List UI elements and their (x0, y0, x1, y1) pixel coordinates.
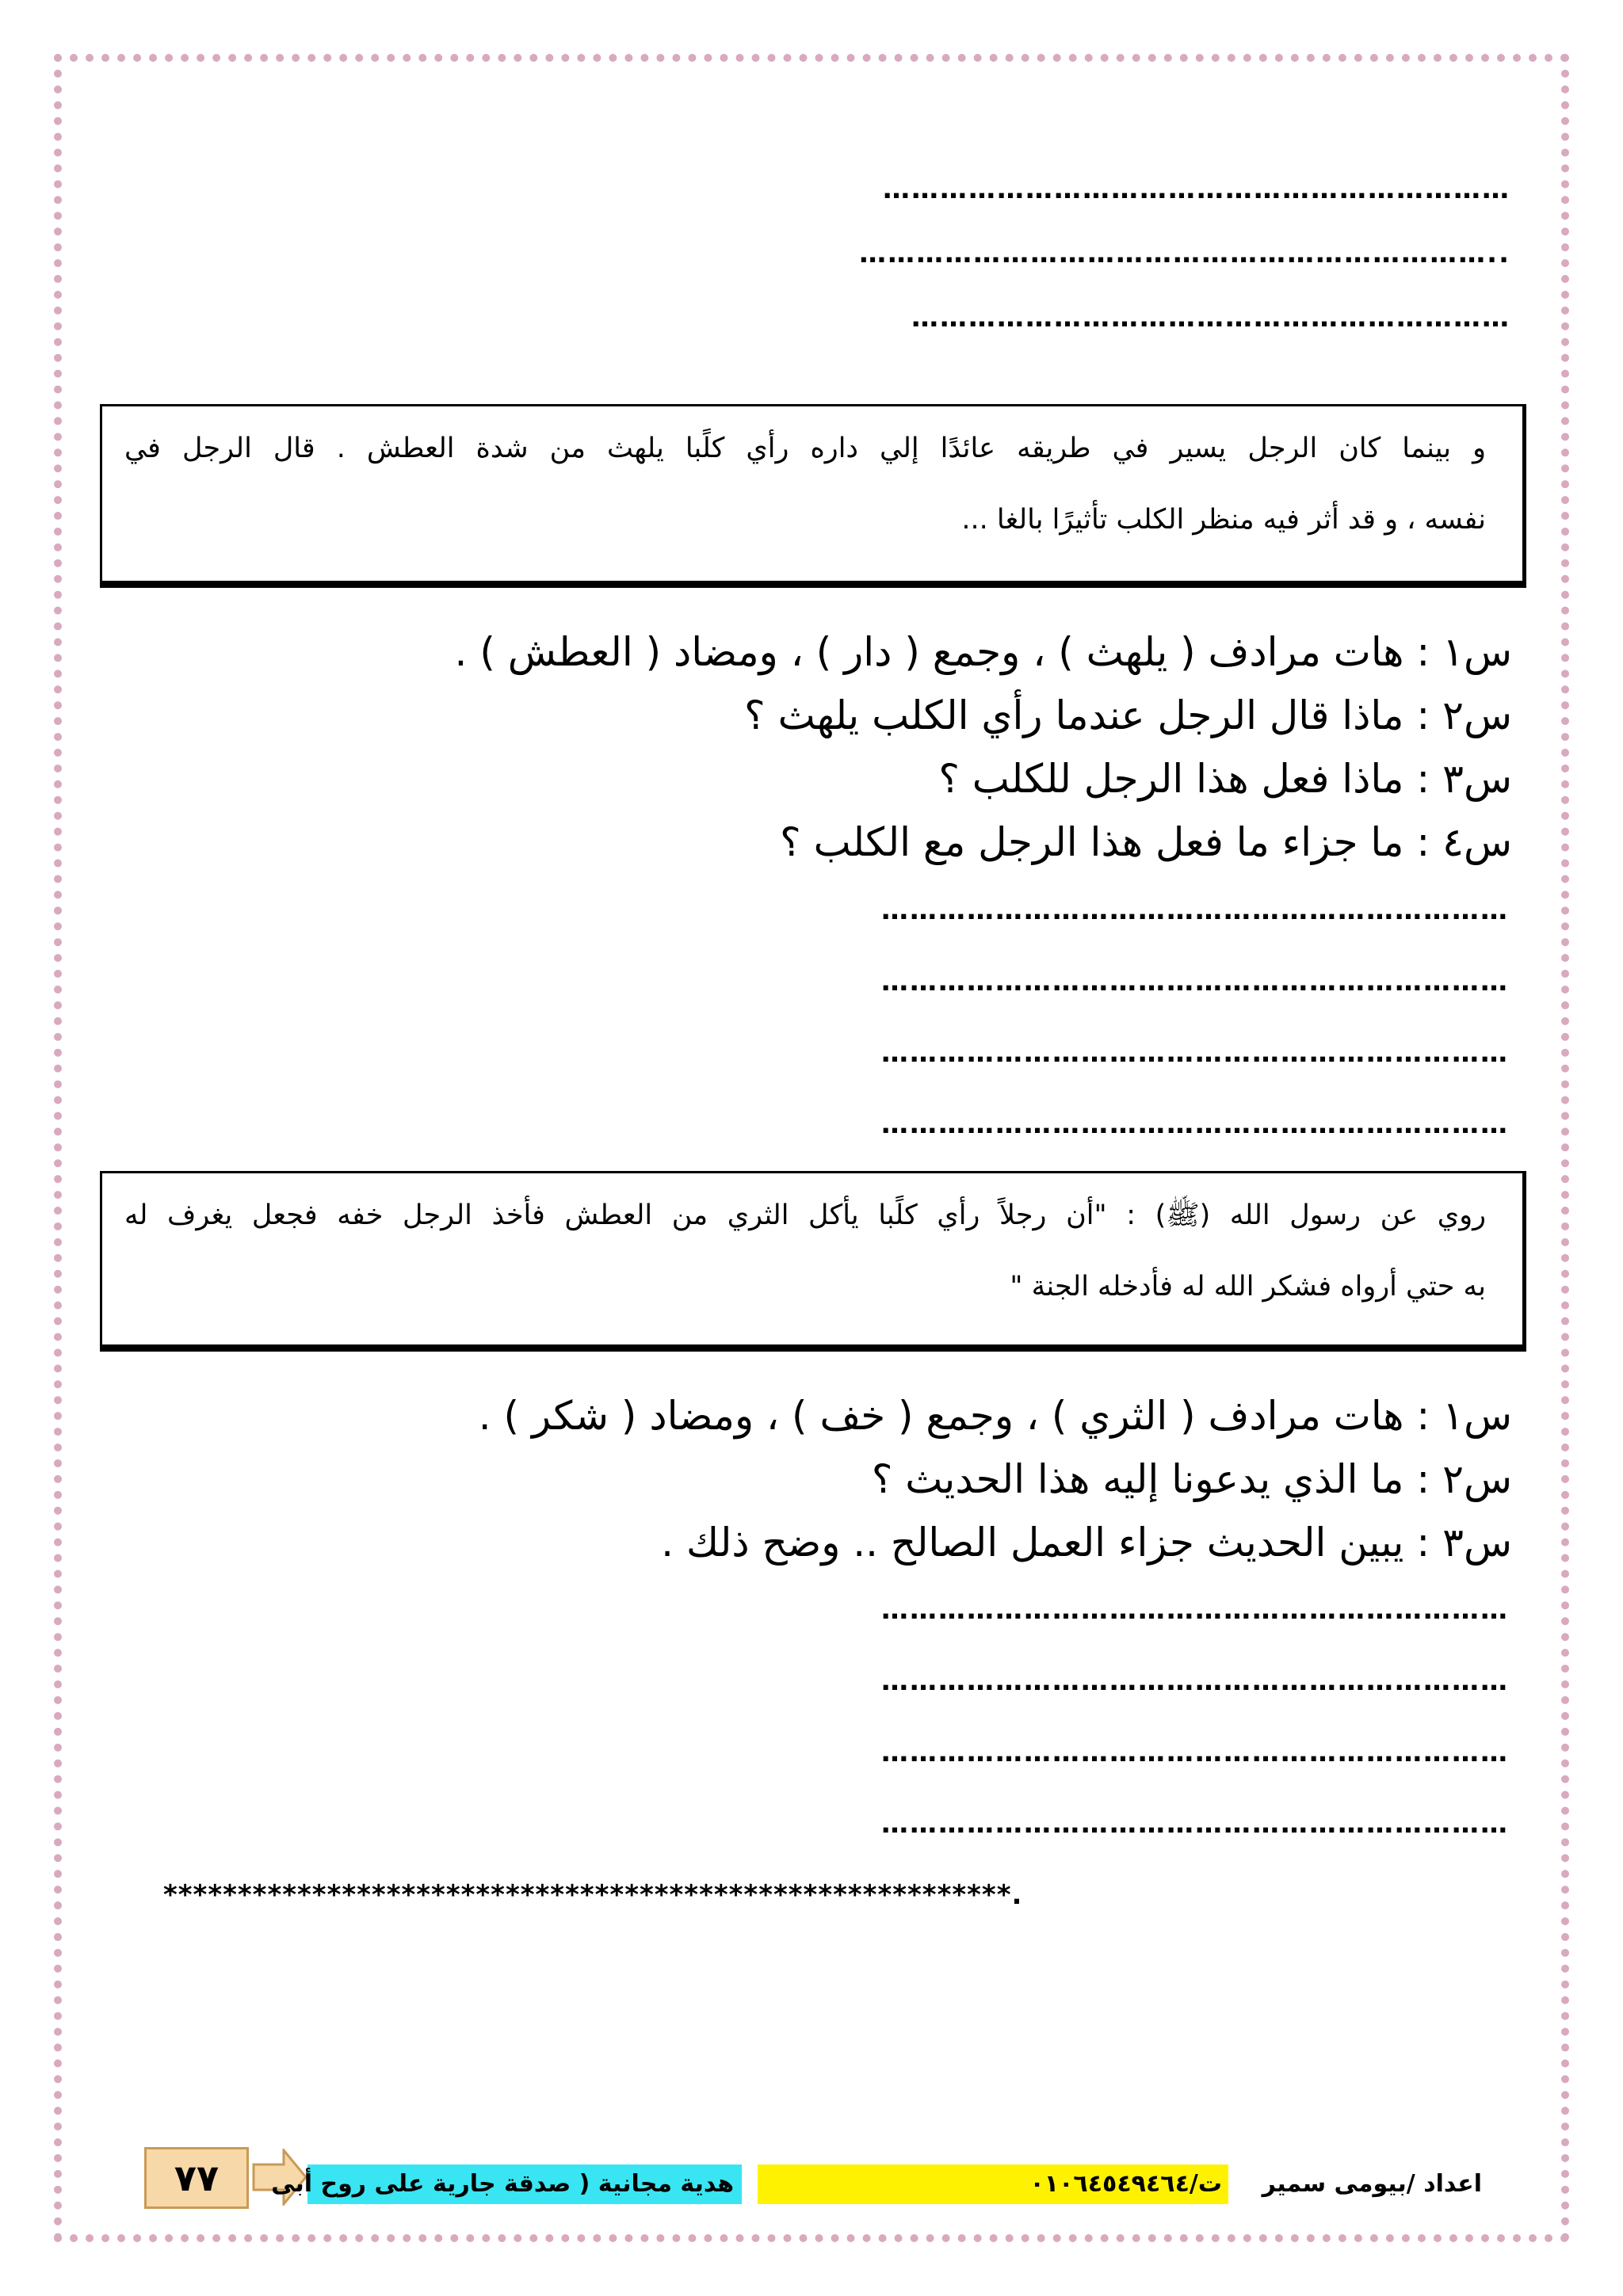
question: س١ : هات مرادف ( الثري ) ، وجمع ( خف ) ، ومضاد ( شكر ) . (478, 1393, 1512, 1439)
answer-line: ………………………………………………………… (883, 174, 1510, 205)
phone-banner: ت/٠١٠٦٤٥٤٩٤٦٤ (758, 2164, 1228, 2204)
answer-line: ………………………………………………………… (881, 894, 1509, 926)
author-credit: اعداد /بيومى سمير (1262, 2170, 1482, 2198)
dedication-banner: هدية مجانية ( صدقة جارية على روح أبى (307, 2164, 742, 2204)
answer-line: ………………………………………………………… (881, 1108, 1509, 1140)
question: س٢ : ما الذي يدعونا إليه هذا الحديث ؟ (871, 1456, 1512, 1502)
answer-line: ………………………………………………………… (881, 966, 1509, 997)
star-separator: *********************************************************. (163, 1879, 1023, 1911)
question: س٢ : ماذا قال الرجل عندما رأي الكلب يلهث ؟ (744, 692, 1512, 738)
passage-line: روي عن رسول الله (ﷺ) : "أن رجلاً رأي كلًبا يأكل الثري من العطش فأخذ الرجل خفه فجعل يغرف له (124, 1199, 1486, 1231)
answer-line: ………………………………………………………… (881, 1737, 1509, 1768)
answer-line: ………………………………………………………… (881, 1808, 1509, 1840)
question: س٣ : يبين الحديث جزاء العمل الصالح .. وضح ذلك . (661, 1520, 1512, 1566)
passage-line: به حتي أرواه فشكر الله له فأدخله الجنة " (1010, 1271, 1486, 1302)
answer-line: ………………………………………………………… (881, 1037, 1509, 1069)
question: س٣ : ماذا فعل هذا الرجل للكلب ؟ (938, 756, 1512, 802)
passage-box-1 (100, 404, 1526, 588)
question: س١ : هات مرادف ( يلهث ) ، وجمع ( دار ) ، ومضاد ( العطش ) . (454, 629, 1512, 675)
page-number: ٧٧ (144, 2147, 249, 2209)
passage-line: و بينما كان الرجل يسير في طريقه عائدًا إلي داره رأي كلًبا يلهث من شدة العطش . قال الرجل في (124, 433, 1486, 464)
passage-box-2 (100, 1171, 1526, 1352)
question: س٤ : ما جزاء ما فعل هذا الرجل مع الكلب ؟ (780, 819, 1512, 865)
passage-line: نفسه ، و قد أثر فيه منظر الكلب تأثيرًا بالغا ... (961, 504, 1486, 536)
answer-line: ………………………………………………………… (881, 1665, 1509, 1697)
page-border (54, 54, 1569, 2242)
answer-line: ………………………………………………………… (881, 1594, 1509, 1626)
answer-line: ………………………………………………………….. (859, 238, 1510, 269)
answer-line: ……………………………………………………… (911, 302, 1510, 334)
